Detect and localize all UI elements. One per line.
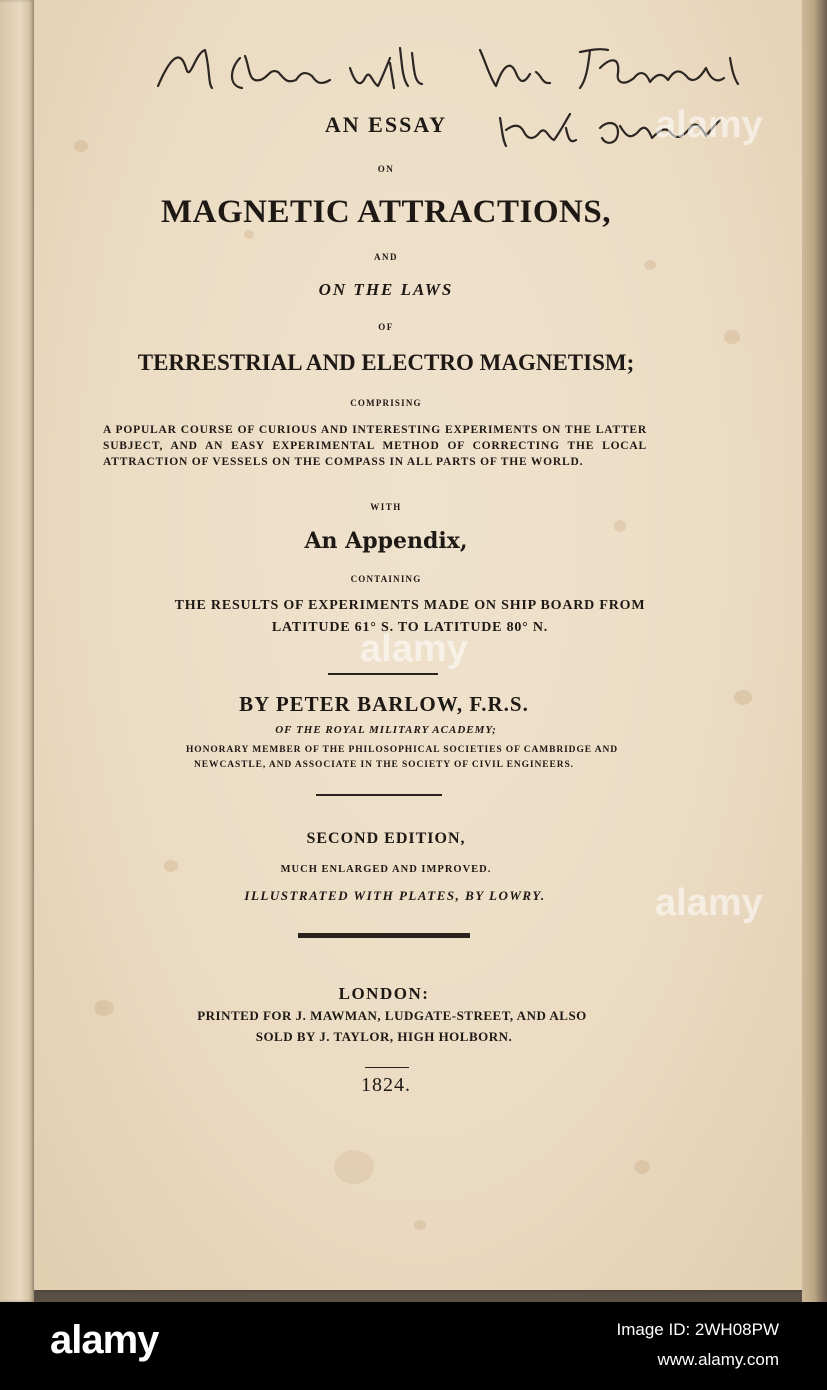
edition-note: MUCH ENLARGED AND IMPROVED. <box>280 864 492 875</box>
footer-logo: alamy <box>50 1318 159 1362</box>
printer-line-1: PRINTED FOR J. MAWMAN, LUDGATE-STREET, AND ALSO <box>197 1008 587 1023</box>
containing-small: CONTAINING <box>350 574 422 584</box>
comprising-small: COMPRISING <box>350 398 422 408</box>
with-small: WITH <box>370 502 402 512</box>
watermark-center: alamy <box>360 628 468 670</box>
printer-line-2: SOLD BY J. TAYLOR, HIGH HOLBORN. <box>255 1029 513 1044</box>
watermark-right: alamy <box>655 882 763 924</box>
results-line-1: THE RESULTS OF EXPERIMENTS MADE ON SHIP BOARD FROM <box>174 598 646 613</box>
an-essay: AN ESSAY <box>324 112 448 137</box>
author: BY PETER BARLOW, F.R.S. <box>239 692 529 716</box>
site-url[interactable]: www.alamy.com <box>657 1350 779 1369</box>
membership-line-2: NEWCASTLE, AND ASSOCIATE IN THE SOCIETY OF CIVIL ENGINEERS. <box>194 760 574 770</box>
appendix-heading: An Appendix, <box>304 528 468 554</box>
membership-line-1: HONORARY MEMBER OF THE PHILOSOPHICAL SOCIETIES OF CAMBRIDGE AND <box>185 745 618 755</box>
illustrated: ILLUSTRATED WITH PLATES, BY LOWRY. <box>244 888 546 903</box>
divider-rule-3 <box>298 933 470 938</box>
facing-page-edge <box>0 0 34 1302</box>
page-edges <box>802 0 827 1302</box>
on-the-laws: ON THE LAWS <box>318 280 454 299</box>
divider-rule-2 <box>316 794 442 796</box>
watermark-top-right: alamy <box>655 104 763 146</box>
place: LONDON: <box>338 984 430 1003</box>
and-small: AND <box>374 252 398 262</box>
on-small: ON <box>377 164 395 174</box>
divider-rule-1 <box>328 673 438 675</box>
edition: SECOND EDITION, <box>306 830 466 847</box>
inscription-line-2 <box>150 28 151 29</box>
subtitle: TERRESTRIAL AND ELECTRO MAGNETISM; <box>137 350 635 375</box>
affiliation: OF THE ROYAL MILITARY ACADEMY; <box>275 724 497 736</box>
results-line-2: LATITUDE 61° S. TO LATITUDE 80° N. <box>271 620 549 635</box>
description-paragraph: A POPULAR COURSE OF CURIOUS AND INTERESTING EXPERIMENTS ON THE LATTER SUBJECT, AND AN EASY EXPERIMENTAL METHOD OF CORRECTING THE LOCAL ATTRACTION OF VESSELS ON THE COMPASS IN ALL PARTS OF THE WORLD. <box>103 424 647 468</box>
main-title: MAGNETIC ATTRACTIONS, <box>161 194 611 230</box>
of-small: OF <box>378 322 394 332</box>
image-id: Image ID: 2WH08PW <box>616 1320 779 1339</box>
divider-rule-4 <box>365 1067 409 1068</box>
year: 1824. <box>361 1074 411 1096</box>
